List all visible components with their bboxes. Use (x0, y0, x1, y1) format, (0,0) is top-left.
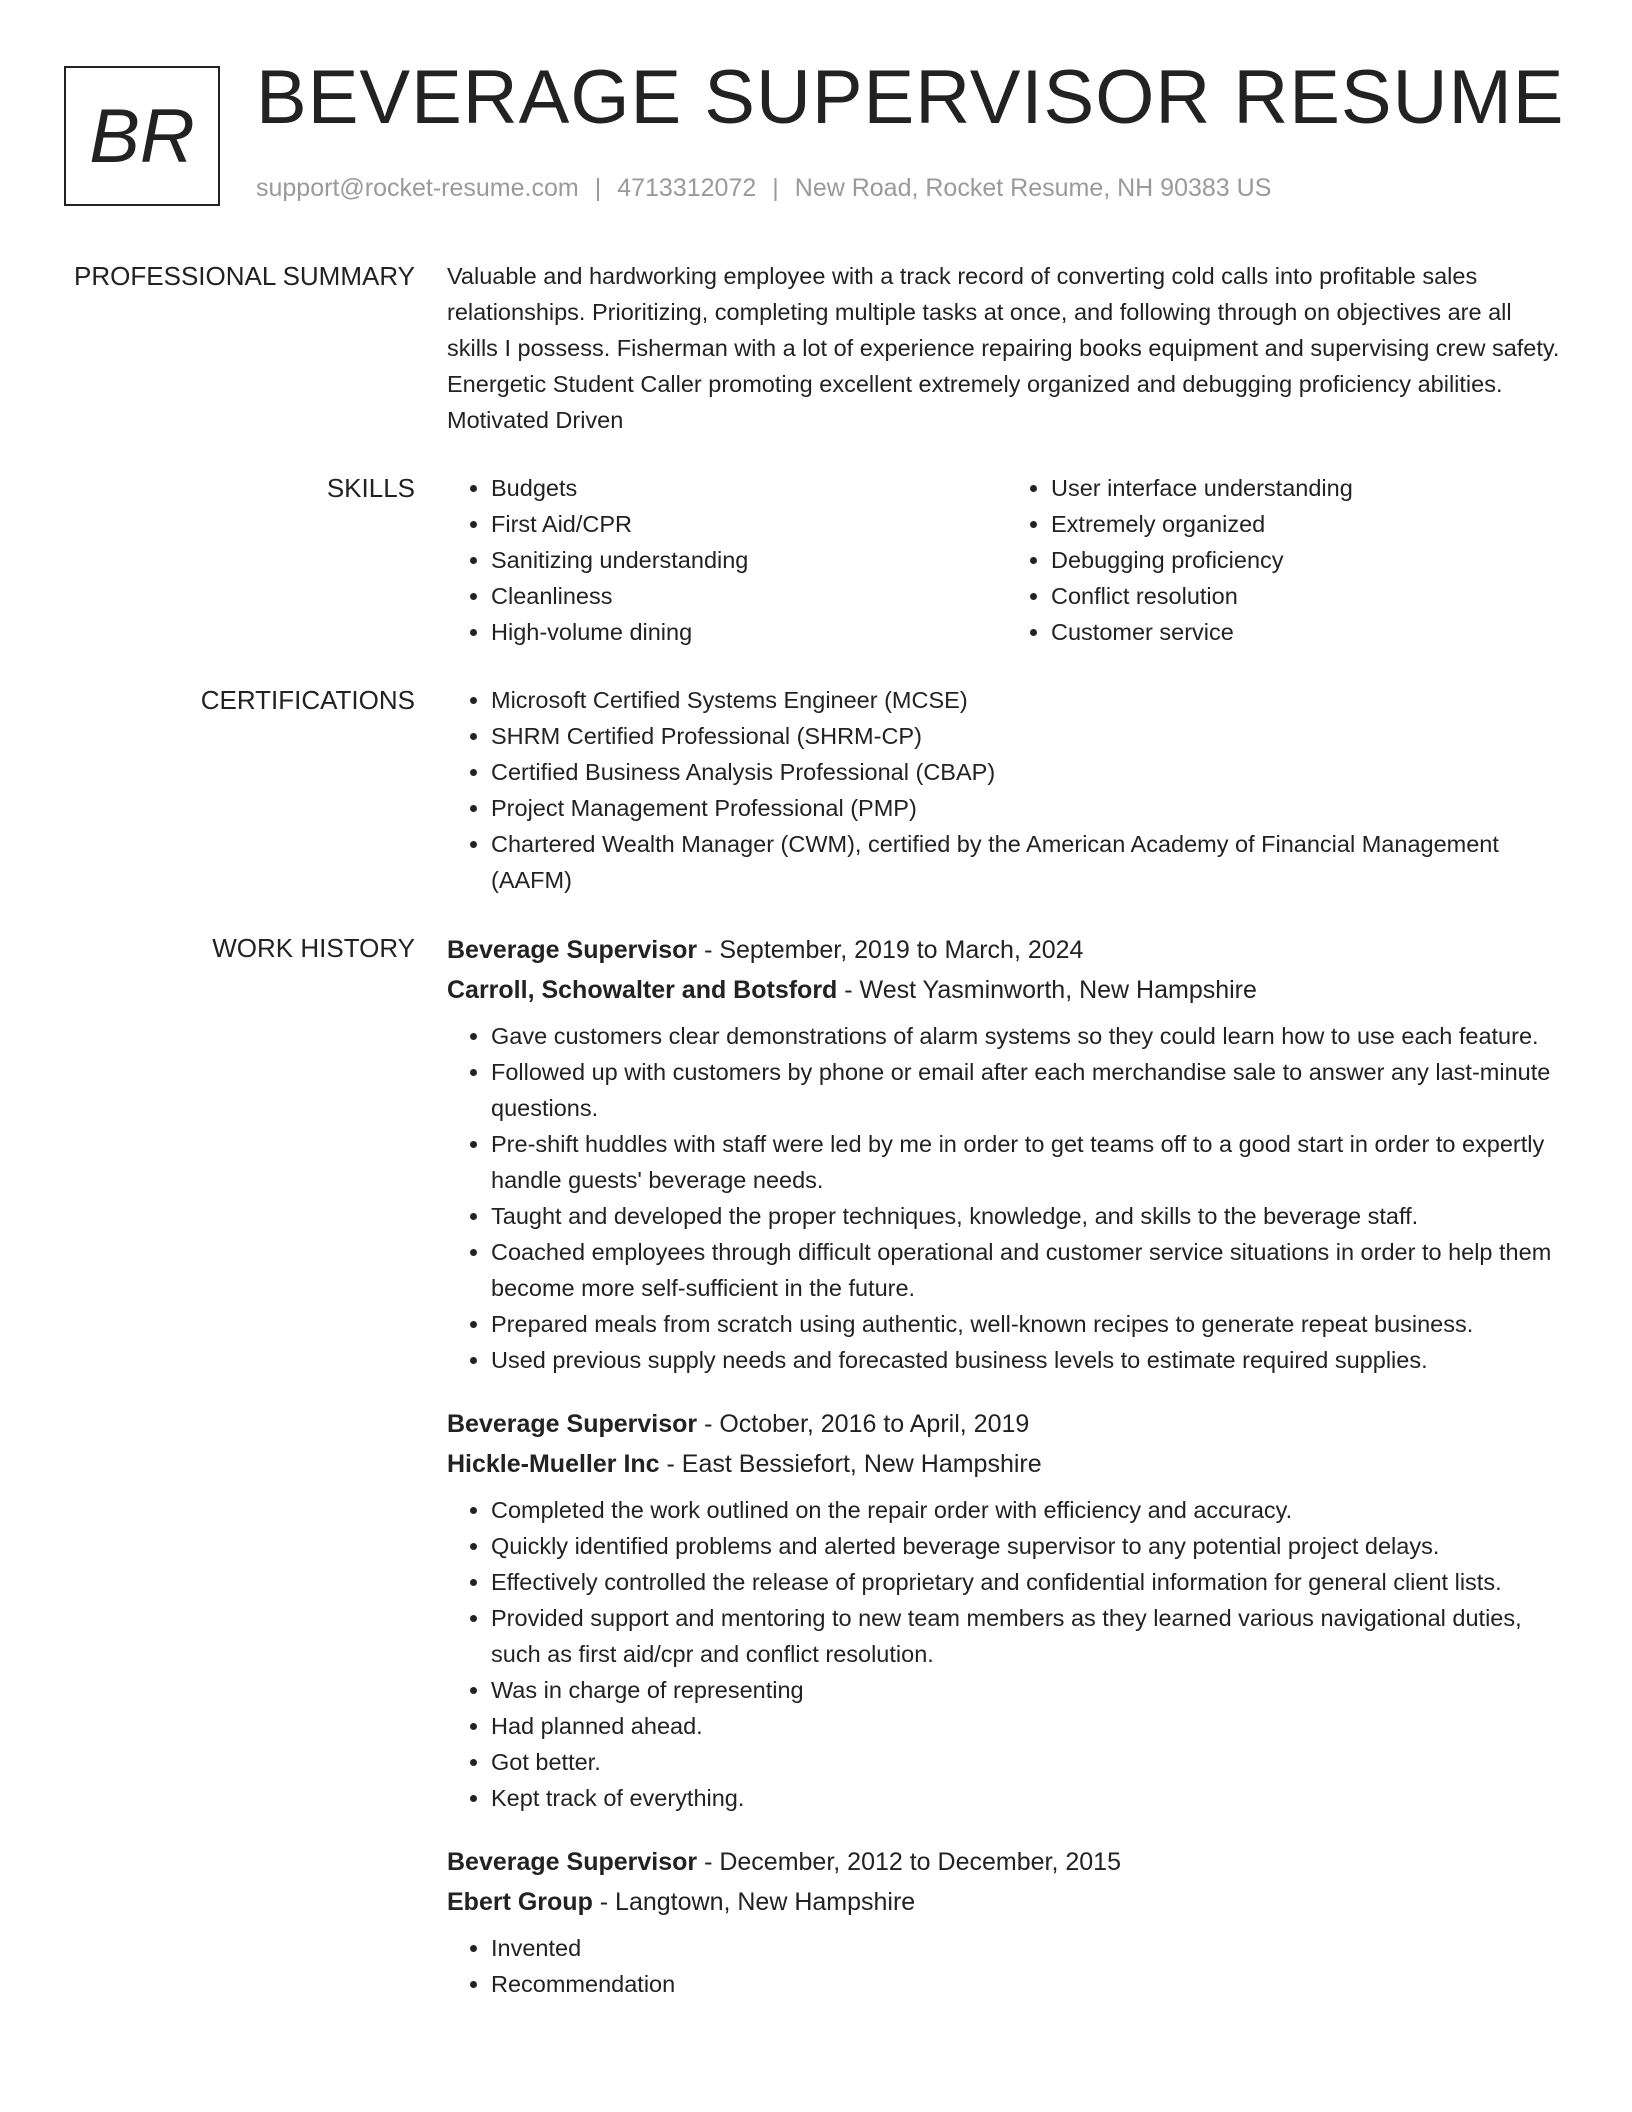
job-bullet: • Followed up with customers by phone or email after each merchandise sale to answer any last-minute questions. (491, 1054, 1567, 1126)
job-bullet: • Used previous supply needs and forecasted business levels to estimate required supplies. (491, 1342, 1567, 1378)
job-bullet: • Quickly identified problems and alerted beverage supervisor to any potential project delays. (491, 1528, 1567, 1564)
job-entry (447, 1842, 1567, 2002)
resume-title: BEVERAGE SUPERVISOR RESUME (256, 55, 1565, 140)
skills-label: SKILLS (326, 473, 415, 503)
contact-address: New Road, Rocket Resume, NH 90383 US (794, 174, 1272, 202)
job-entry (447, 930, 1567, 1378)
job-title: Beverage Supervisor (447, 1848, 698, 1876)
contact-line (256, 174, 1271, 203)
work-history-label: WORK HISTORY (212, 933, 415, 963)
certification-item: • Microsoft Certified Systems Engineer (MCSE) (491, 682, 1567, 718)
skills-column-2 (1007, 470, 1567, 650)
skill-item: • Cleanliness (491, 578, 1007, 614)
job-title-line (447, 930, 1567, 970)
certifications-label: CERTIFICATIONS (200, 685, 415, 715)
monogram-box (64, 66, 220, 206)
summary-label: PROFESSIONAL SUMMARY (74, 261, 415, 291)
job-company: Hickle-Mueller Inc (447, 1450, 660, 1478)
job-company: Carroll, Schowalter and Botsford (447, 976, 838, 1004)
summary-text: Valuable and hardworking employee with a track record of converting cold calls into profitable sales relationships. Prioritizing, completing multiple tasks at once, and following through on objectives are all skills I possess. Fisherman with a lot of experience repairing books equipment and supervising crew safety. Energetic Student Caller promoting excellent extremely organized and debugging proficiency abilities. Motivated Driven (447, 263, 1560, 433)
certifications-section (0, 682, 1632, 898)
skill-item: • Customer service (1051, 614, 1567, 650)
skill-item: • Sanitizing understanding (491, 542, 1007, 578)
certification-item: • Project Management Professional (PMP) (491, 790, 1567, 826)
job-bullet: • Pre-shift huddles with staff were led by me in order to get teams off to a good start in order to expertly handle guests' beverage needs. (491, 1126, 1567, 1198)
certifications-list (447, 682, 1567, 898)
skills-column-1 (447, 470, 1007, 650)
work-history-section (0, 930, 1632, 2028)
resume-content (0, 258, 1632, 2060)
contact-phone: 4713312072 (617, 174, 757, 202)
monogram-initials: BR (89, 93, 195, 179)
skill-item: • Budgets (491, 470, 1007, 506)
contact-separator: | (772, 174, 779, 202)
skill-item: • First Aid/CPR (491, 506, 1007, 542)
contact-separator: | (594, 174, 602, 202)
job-bullet: • Had planned ahead. (491, 1708, 1567, 1744)
job-title-line (447, 1404, 1567, 1444)
job-bullet: • Prepared meals from scratch using authentic, well-known recipes to generate repeat business. (491, 1306, 1567, 1342)
job-entry (447, 1404, 1567, 1816)
job-company-line (447, 1882, 1567, 1922)
job-company-line (447, 1444, 1567, 1484)
job-dates: - September, 2019 to March, 2024 (697, 936, 1084, 964)
job-bullet: • Gave customers clear demonstrations of alarm systems so they could learn how to use each feature. (491, 1018, 1567, 1054)
job-title: Beverage Supervisor (447, 1410, 698, 1438)
job-bullets (447, 1930, 1567, 2002)
job-location: - West Yasminworth, New Hampshire (837, 976, 1257, 1004)
job-bullet: • Was in charge of representing (491, 1672, 1567, 1708)
skill-item: • High-volume dining (491, 614, 1007, 650)
skill-item: • Extremely organized (1051, 506, 1567, 542)
job-bullet: • Kept track of everything. (491, 1780, 1567, 1816)
certification-item: • Chartered Wealth Manager (CWM), certified by the American Academy of Financial Management (AAFM) (491, 826, 1567, 898)
job-bullet: • Taught and developed the proper techniques, knowledge, and skills to the beverage staff. (491, 1198, 1567, 1234)
job-dates: - October, 2016 to April, 2019 (697, 1410, 1030, 1438)
job-bullet: • Invented (491, 1930, 1567, 1966)
contact-email: support@rocket-resume.com (256, 174, 579, 202)
skill-item: • Conflict resolution (1051, 578, 1567, 614)
skills-section (0, 470, 1632, 650)
certification-item: • SHRM Certified Professional (SHRM-CP) (491, 718, 1567, 754)
job-bullets (447, 1492, 1567, 1816)
job-bullets (447, 1018, 1567, 1378)
job-bullet: • Recommendation (491, 1966, 1567, 2002)
job-bullet: • Completed the work outlined on the repair order with efficiency and accuracy. (491, 1492, 1567, 1528)
job-location: - Langtown, New Hampshire (592, 1888, 916, 1916)
job-bullet: • Coached employees through difficult operational and customer service situations in order to help them become more self-sufficient in the future. (491, 1234, 1567, 1306)
job-title: Beverage Supervisor (447, 936, 698, 964)
job-bullet: • Provided support and mentoring to new team members as they learned various navigational duties, such as first aid/cpr and conflict resolution. (491, 1600, 1567, 1672)
job-dates: - December, 2012 to December, 2015 (697, 1848, 1121, 1876)
skill-item: • User interface understanding (1051, 470, 1567, 506)
certification-item: • Certified Business Analysis Professional (CBAP) (491, 754, 1567, 790)
skill-item: • Debugging proficiency (1051, 542, 1567, 578)
job-location: - East Bessiefort, New Hampshire (659, 1450, 1042, 1478)
job-company-line (447, 970, 1567, 1010)
job-bullet: • Effectively controlled the release of proprietary and confidential information for general client lists. (491, 1564, 1567, 1600)
job-bullet: • Got better. (491, 1744, 1567, 1780)
summary-section (0, 258, 1632, 438)
job-company: Ebert Group (447, 1888, 593, 1916)
job-title-line (447, 1842, 1567, 1882)
